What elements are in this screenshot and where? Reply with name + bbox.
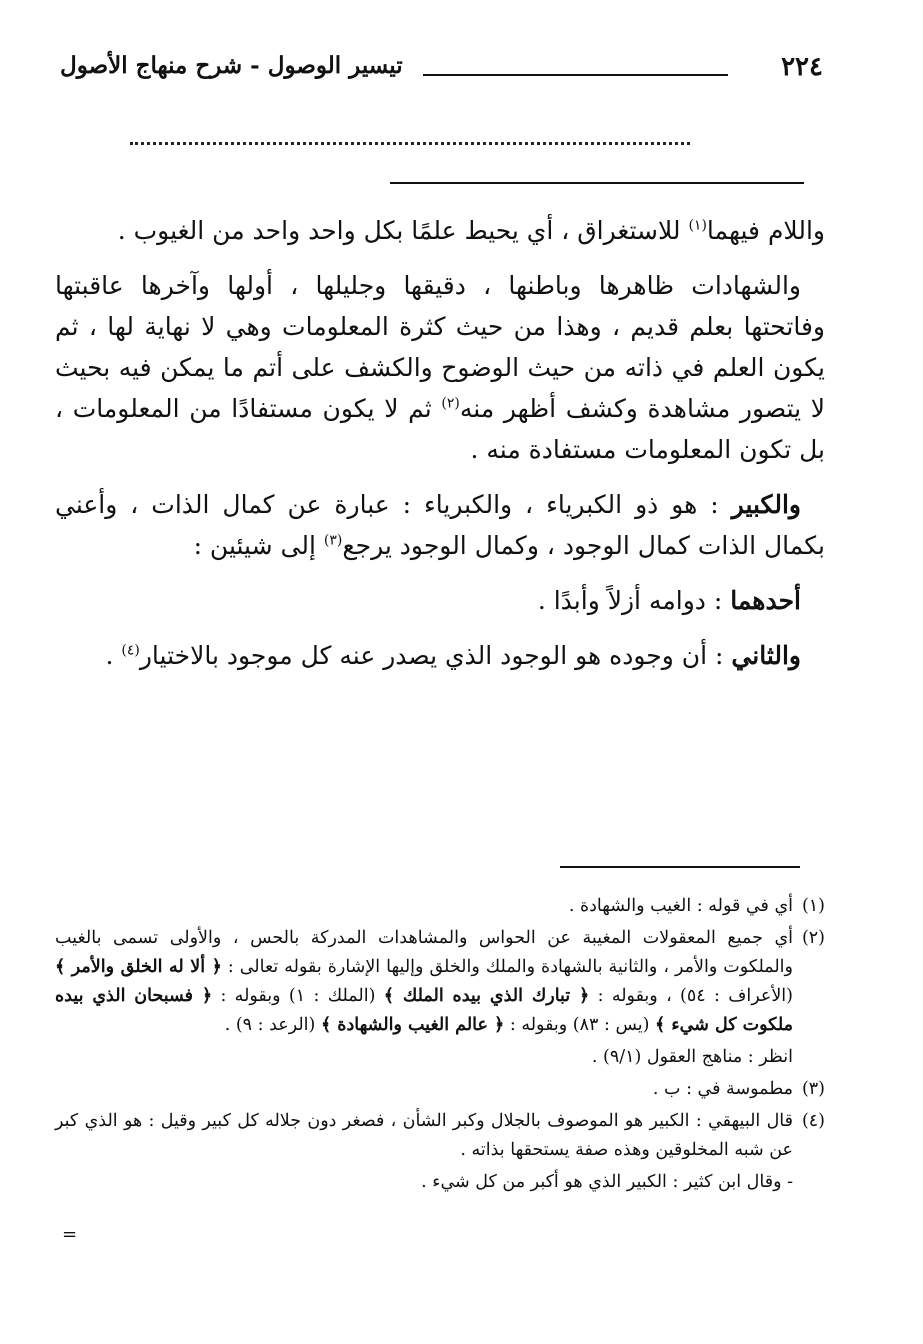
running-header: [60, 50, 823, 90]
continuation-mark: =: [62, 1224, 78, 1245]
term-al-thani: والثاني: [731, 641, 801, 670]
footnote-4: (٤) قال البيهقي : الكبير هو الموصوف بالجلال وكبر الشأن ، فصغر دون جلاله كل كبير وقيل : هو الذي كبر عن شبه المخلوقين وهذه صفة يستحقها بذاته .: [55, 1107, 825, 1165]
body-text: [55, 210, 825, 690]
footnote-number: (٢): [801, 928, 825, 948]
quran-quote: ﴿ عالم الغيب والشهادة ﴾: [320, 1015, 505, 1035]
page-number: ٢٢٤: [781, 52, 823, 82]
quran-quote: ﴿ ألا له الخلق والأمر ﴾: [55, 957, 222, 977]
paragraph-5: والثاني : أن وجوده هو الوجود الذي يصدر عنه كل موجود بالاختيار$^{(٤)}$ .: [105, 641, 801, 670]
term-ahaduhuma: أحدهما: [730, 586, 801, 615]
section-rule: [390, 182, 804, 184]
paragraph-2: والشهادات ظاهرها وباطنها ، دقيقها وجليلها ، أولها وآخرها عاقبتها وفاتحتها بعلم قديم ، وهذا من حيث كثرة المعلومات وهي لا نهاية لها ، ثم يكون العلم في ذاته من حيث الوضوح والكشف على أتم ما يمكن فيه بحيث لا يتصور مشاهدة وكشف أظهر منه$^{(٢)}$ ثم لا يكون مستفادًا من المعلومات ، بل تكون المعلومات مستفادة منه .: [55, 271, 826, 464]
footnotes: [55, 892, 825, 1200]
paragraph-3: والكبير : هو ذو الكبرياء ، والكبرياء : عبارة عن كمال الذات ، وأعني بكمال الذات كمال الوجود ، وكمال الوجود يرجع$^{(٣)}$ إلى شيئين :: [55, 490, 825, 560]
quran-quote: ﴿ فسبحان الذي بيده ملكوت كل شيء ﴾: [55, 986, 793, 1035]
footnote-ref-1: (١): [688, 217, 707, 234]
footnote-ref-4: (٤): [121, 642, 140, 659]
footnote-2-reference: انظر : مناهج العقول (٩/١) .: [591, 1047, 793, 1067]
dotted-separator: [130, 142, 690, 145]
paragraph-4: أحدهما : دوامه أزلاً وأبدًا .: [537, 586, 801, 615]
footnote-number: (٤): [801, 1111, 825, 1131]
footnote-number: (٣): [801, 1079, 825, 1099]
footnote-2: (٢) أي جميع المعقولات المغيبة عن الحواس والمشاهدات المدركة بالحس ، والأولى تسمى بالغيب والملكوت والأمر ، والثانية بالشهادة والملك والخلق وإليها الإشارة بقوله تعالى : ﴿ ألا له الخلق والأمر ﴾ (الأعراف : ٥٤) ، وبقوله : ﴿ تبارك الذي بيده الملك ﴾ (الملك : ١) وبقوله : ﴿ فسبحان الذي بيده ملكوت كل شيء ﴾ (يس : ٨٣) وبقوله : ﴿ عالم الغيب والشهادة ﴾ (الرعد : ٩) .: [55, 924, 825, 1040]
header-rule: [423, 74, 728, 76]
footnote-rule: [560, 866, 800, 868]
quran-quote: ﴿ تبارك الذي بيده الملك ﴾: [383, 986, 590, 1006]
footnote-1: (١) أي في قوله : الغيب والشهادة .: [55, 892, 825, 921]
footnote-number: (١): [801, 896, 825, 916]
term-al-kabir: والكبير: [731, 490, 801, 519]
footnote-3: (٣) مطموسة في : ب .: [55, 1075, 825, 1104]
footnote-ref-2: (٢): [441, 395, 460, 412]
book-title: تيسير الوصول - شرح منهاج الأصول: [60, 52, 403, 79]
footnote-ref-3: (٣): [323, 532, 343, 549]
footnote-4-extra: - وقال ابن كثير : الكبير الذي هو أكبر من كل شيء .: [421, 1172, 793, 1192]
paragraph-1: واللام فيهما$^{(١)}$ للاستغراق ، أي يحيط علمًا بكل واحد واحد من الغيوب .: [117, 216, 825, 245]
